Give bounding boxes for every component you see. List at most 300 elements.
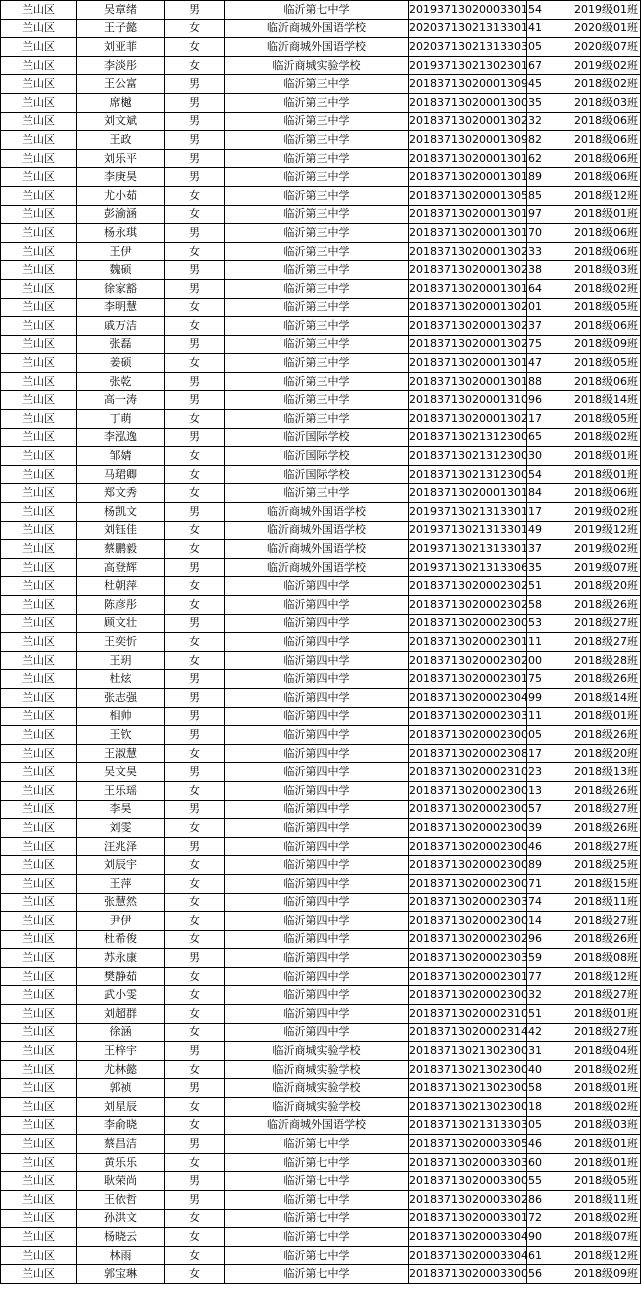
name-cell: 相帅 — [77, 707, 165, 726]
district-cell: 兰山区 — [1, 651, 77, 670]
class-cell: 2018级02班 — [527, 279, 641, 298]
table-row — [1, 168, 641, 187]
table-row — [1, 56, 641, 75]
class-cell: 2019级02班 — [527, 540, 641, 559]
class-cell: 2019级07班 — [527, 558, 641, 577]
table-row — [1, 354, 641, 373]
school-cell: 临沂第三中学 — [225, 242, 409, 261]
gender-cell: 女 — [165, 1246, 225, 1265]
school-cell: 临沂第四中学 — [225, 837, 409, 856]
school-cell: 临沂第四中学 — [225, 726, 409, 745]
name-cell: 杨晓云 — [77, 1228, 165, 1247]
class-cell: 2018级28班 — [527, 651, 641, 670]
table-row — [1, 131, 641, 150]
district-cell: 兰山区 — [1, 503, 77, 522]
gender-cell: 男 — [165, 279, 225, 298]
name-cell: 尤小茹 — [77, 186, 165, 205]
student-id-cell: 201837130200013098‌2 — [409, 131, 527, 150]
name-cell: 杜炫 — [77, 670, 165, 689]
name-cell: 彭渝涵 — [77, 205, 165, 224]
gender-cell: 男 — [165, 428, 225, 447]
name-cell: 刘钰佳 — [77, 521, 165, 540]
school-cell: 临沂第三中学 — [225, 354, 409, 373]
class-cell: 2018级05班 — [527, 410, 641, 429]
school-cell: 临沂商城外国语学校 — [225, 1116, 409, 1135]
table-row — [1, 707, 641, 726]
class-cell: 2018级06班 — [527, 112, 641, 131]
school-cell: 临沂商城实验学校 — [225, 1042, 409, 1061]
gender-cell: 女 — [165, 819, 225, 838]
name-cell: 李庚昊 — [77, 168, 165, 187]
district-cell: 兰山区 — [1, 354, 77, 373]
name-cell: 徐家豁 — [77, 279, 165, 298]
name-cell: 孙洪文 — [77, 1209, 165, 1228]
school-cell: 临沂国际学校 — [225, 447, 409, 466]
name-cell: 王淑慧 — [77, 744, 165, 763]
name-cell: 张慧然 — [77, 893, 165, 912]
district-cell: 兰山区 — [1, 1023, 77, 1042]
name-cell: 吴章绪 — [77, 1, 165, 20]
gender-cell: 男 — [165, 949, 225, 968]
school-cell: 临沂第四中学 — [225, 744, 409, 763]
table-row — [1, 112, 641, 131]
class-cell: 2020级01班 — [527, 19, 641, 38]
district-cell: 兰山区 — [1, 1153, 77, 1172]
school-cell: 临沂第四中学 — [225, 1005, 409, 1024]
class-cell: 2019级12班 — [527, 521, 641, 540]
district-cell: 兰山区 — [1, 540, 77, 559]
school-cell: 临沂第三中学 — [225, 131, 409, 150]
student-id-cell: 201937130213133063‌5 — [409, 558, 527, 577]
table-row — [1, 596, 641, 615]
student-id-cell: 201937130213133014‌9 — [409, 521, 527, 540]
class-cell: 2018级26班 — [527, 781, 641, 800]
table-row — [1, 577, 641, 596]
gender-cell: 男 — [165, 168, 225, 187]
gender-cell: 男 — [165, 688, 225, 707]
district-cell: 兰山区 — [1, 856, 77, 875]
name-cell: 张乾 — [77, 372, 165, 391]
student-id-cell: 201837130200013023‌7 — [409, 317, 527, 336]
student-id-cell: 202037130213133030‌5 — [409, 38, 527, 57]
gender-cell: 男 — [165, 391, 225, 410]
school-cell: 临沂第四中学 — [225, 707, 409, 726]
school-cell: 临沂第三中学 — [225, 317, 409, 336]
gender-cell: 女 — [165, 484, 225, 503]
school-cell: 临沂商城外国语学校 — [225, 19, 409, 38]
school-cell: 临沂第三中学 — [225, 186, 409, 205]
class-cell: 2018级26班 — [527, 670, 641, 689]
table-row — [1, 540, 641, 559]
district-cell: 兰山区 — [1, 949, 77, 968]
table-row — [1, 1005, 641, 1024]
name-cell: 杜朝萍 — [77, 577, 165, 596]
class-cell: 2018级07班 — [527, 1228, 641, 1247]
gender-cell: 女 — [165, 410, 225, 429]
school-cell: 临沂第三中学 — [225, 279, 409, 298]
student-id-cell: 201837130200013027‌5 — [409, 335, 527, 354]
gender-cell: 女 — [165, 781, 225, 800]
district-cell: 兰山区 — [1, 242, 77, 261]
gender-cell: 女 — [165, 1005, 225, 1024]
student-id-cell: 201837130200023031‌1 — [409, 707, 527, 726]
student-id-cell: 201837130213123003‌0 — [409, 447, 527, 466]
table-row — [1, 93, 641, 112]
school-cell: 临沂第三中学 — [225, 168, 409, 187]
name-cell: 邹婧 — [77, 447, 165, 466]
class-cell: 2018级27班 — [527, 912, 641, 931]
class-cell: 2018级06班 — [527, 131, 641, 150]
school-cell: 临沂第四中学 — [225, 930, 409, 949]
school-cell: 临沂第四中学 — [225, 596, 409, 615]
name-cell: 王伊 — [77, 242, 165, 261]
table-row — [1, 912, 641, 931]
school-cell: 临沂第四中学 — [225, 651, 409, 670]
name-cell: 王依哲 — [77, 1191, 165, 1210]
table-row — [1, 19, 641, 38]
table-row — [1, 1098, 641, 1117]
gender-cell: 男 — [165, 707, 225, 726]
gender-cell: 女 — [165, 317, 225, 336]
class-cell: 2018级01班 — [527, 465, 641, 484]
name-cell: 刘文斌 — [77, 112, 165, 131]
school-cell: 临沂第四中学 — [225, 1023, 409, 1042]
class-cell: 2018级06班 — [527, 372, 641, 391]
table-row — [1, 874, 641, 893]
school-cell: 临沂第七中学 — [225, 1209, 409, 1228]
table-row — [1, 38, 641, 57]
district-cell: 兰山区 — [1, 205, 77, 224]
class-cell: 2018级27班 — [527, 633, 641, 652]
district-cell: 兰山区 — [1, 93, 77, 112]
table-row — [1, 558, 641, 577]
school-cell: 临沂商城外国语学校 — [225, 521, 409, 540]
student-id-cell: 201837130200013019‌7 — [409, 205, 527, 224]
table-row — [1, 298, 641, 317]
student-id-cell: 201937130213023016‌7 — [409, 56, 527, 75]
table-body — [1, 1, 641, 1284]
gender-cell: 女 — [165, 930, 225, 949]
gender-cell: 女 — [165, 19, 225, 38]
district-cell: 兰山区 — [1, 1246, 77, 1265]
student-id-cell: 201837130213133030‌5 — [409, 1116, 527, 1135]
class-cell: 2018级12班 — [527, 967, 641, 986]
class-cell: 2018级06班 — [527, 168, 641, 187]
class-cell: 2018级26班 — [527, 596, 641, 615]
student-id-cell: 201837130200013018‌9 — [409, 168, 527, 187]
class-cell: 2018级01班 — [527, 205, 641, 224]
table-row — [1, 1023, 641, 1042]
gender-cell: 女 — [165, 912, 225, 931]
school-cell: 临沂商城外国语学校 — [225, 503, 409, 522]
student-id-cell: 201837130200023020‌0 — [409, 651, 527, 670]
class-cell: 2018级02班 — [527, 428, 641, 447]
school-cell: 临沂国际学校 — [225, 465, 409, 484]
student-id-cell: 201837130200023003‌9 — [409, 819, 527, 838]
gender-cell: 女 — [165, 186, 225, 205]
name-cell: 丁萌 — [77, 410, 165, 429]
student-id-cell: 201837130200033046‌1 — [409, 1246, 527, 1265]
table-row — [1, 800, 641, 819]
table-row — [1, 856, 641, 875]
gender-cell: 男 — [165, 372, 225, 391]
gender-cell: 男 — [165, 614, 225, 633]
district-cell: 兰山区 — [1, 261, 77, 280]
class-cell: 2018级09班 — [527, 1265, 641, 1284]
school-cell: 临沂第三中学 — [225, 224, 409, 243]
gender-cell: 女 — [165, 633, 225, 652]
district-cell: 兰山区 — [1, 168, 77, 187]
student-id-cell: 201837130200013018‌8 — [409, 372, 527, 391]
district-cell: 兰山区 — [1, 38, 77, 57]
school-cell: 临沂第四中学 — [225, 912, 409, 931]
student-id-cell: 201837130200013014‌7 — [409, 354, 527, 373]
gender-cell: 男 — [165, 261, 225, 280]
table-row — [1, 1060, 641, 1079]
class-cell: 2018级06班 — [527, 484, 641, 503]
table-row — [1, 242, 641, 261]
gender-cell: 男 — [165, 1191, 225, 1210]
student-id-cell: 201837130200023017‌5 — [409, 670, 527, 689]
class-cell: 2018级11班 — [527, 893, 641, 912]
gender-cell: 女 — [165, 1023, 225, 1042]
table-row — [1, 726, 641, 745]
school-cell: 临沂第四中学 — [225, 763, 409, 782]
table-row — [1, 1246, 641, 1265]
class-cell: 2018级03班 — [527, 93, 641, 112]
class-cell: 2018级08班 — [527, 949, 641, 968]
name-cell: 李淡彤 — [77, 56, 165, 75]
district-cell: 兰山区 — [1, 577, 77, 596]
student-id-cell: 201837130200023035‌9 — [409, 949, 527, 968]
table-row — [1, 819, 641, 838]
class-cell: 2018级27班 — [527, 614, 641, 633]
school-cell: 临沂第七中学 — [225, 1, 409, 20]
school-cell: 临沂第七中学 — [225, 1135, 409, 1154]
school-cell: 临沂第四中学 — [225, 986, 409, 1005]
table-row — [1, 1228, 641, 1247]
name-cell: 席樾 — [77, 93, 165, 112]
gender-cell: 男 — [165, 75, 225, 94]
name-cell: 王乐瑶 — [77, 781, 165, 800]
gender-cell: 男 — [165, 149, 225, 168]
class-cell: 2018级03班 — [527, 1116, 641, 1135]
gender-cell: 男 — [165, 1, 225, 20]
school-cell: 临沂国际学校 — [225, 428, 409, 447]
school-cell: 临沂第三中学 — [225, 261, 409, 280]
student-id-cell: 201837130200023049‌9 — [409, 688, 527, 707]
school-cell: 临沂第四中学 — [225, 893, 409, 912]
name-cell: 苏永康 — [77, 949, 165, 968]
student-id-cell: 201837130200013023‌2 — [409, 112, 527, 131]
name-cell: 黄乐乐 — [77, 1153, 165, 1172]
student-id-cell: 201937130200033015‌4 — [409, 1, 527, 20]
school-cell: 临沂第三中学 — [225, 484, 409, 503]
student-id-cell: 201837130200033017‌2 — [409, 1209, 527, 1228]
name-cell: 郑文秀 — [77, 484, 165, 503]
student-id-cell: 201837130200033005‌6 — [409, 1265, 527, 1284]
school-cell: 临沂商城外国语学校 — [225, 38, 409, 57]
district-cell: 兰山区 — [1, 112, 77, 131]
table-row — [1, 261, 641, 280]
class-cell: 2018级26班 — [527, 819, 641, 838]
name-cell: 马珺卿 — [77, 465, 165, 484]
student-id-cell: 201837130200013020‌1 — [409, 298, 527, 317]
school-cell: 临沂商城实验学校 — [225, 56, 409, 75]
name-cell: 杨永琪 — [77, 224, 165, 243]
student-id-cell: 201837130213023004‌0 — [409, 1060, 527, 1079]
name-cell: 张志强 — [77, 688, 165, 707]
district-cell: 兰山区 — [1, 986, 77, 1005]
school-cell: 临沂第三中学 — [225, 298, 409, 317]
district-cell: 兰山区 — [1, 131, 77, 150]
class-cell: 2018级09班 — [527, 335, 641, 354]
gender-cell: 女 — [165, 38, 225, 57]
class-cell: 2018级05班 — [527, 1172, 641, 1191]
gender-cell: 女 — [165, 1116, 225, 1135]
table-row — [1, 1209, 641, 1228]
school-cell: 临沂第四中学 — [225, 967, 409, 986]
class-cell: 2018级01班 — [527, 1005, 641, 1024]
student-id-cell: 201837130200023025‌8 — [409, 596, 527, 615]
school-cell: 临沂第七中学 — [225, 1265, 409, 1284]
district-cell: 兰山区 — [1, 688, 77, 707]
table-row — [1, 1265, 641, 1284]
district-cell: 兰山区 — [1, 707, 77, 726]
district-cell: 兰山区 — [1, 912, 77, 931]
table-row — [1, 1191, 641, 1210]
district-cell: 兰山区 — [1, 893, 77, 912]
student-id-cell: 201837130213023005‌8 — [409, 1079, 527, 1098]
name-cell: 汪兆泽 — [77, 837, 165, 856]
name-cell: 王子懿 — [77, 19, 165, 38]
district-cell: 兰山区 — [1, 1209, 77, 1228]
class-cell: 2018级06班 — [527, 242, 641, 261]
table-row — [1, 186, 641, 205]
district-cell: 兰山区 — [1, 837, 77, 856]
class-cell: 2018级03班 — [527, 261, 641, 280]
student-id-cell: 201837130200033036‌0 — [409, 1153, 527, 1172]
table-row — [1, 372, 641, 391]
table-row — [1, 1079, 641, 1098]
name-cell: 耿荣尚 — [77, 1172, 165, 1191]
table-row — [1, 149, 641, 168]
name-cell: 姜硕 — [77, 354, 165, 373]
student-id-cell: 201837130200023001‌3 — [409, 781, 527, 800]
district-cell: 兰山区 — [1, 56, 77, 75]
table-row — [1, 465, 641, 484]
school-cell: 临沂第四中学 — [225, 633, 409, 652]
student-id-cell: 201837130213123006‌5 — [409, 428, 527, 447]
name-cell: 杨凯文 — [77, 503, 165, 522]
table-row — [1, 781, 641, 800]
gender-cell: 女 — [165, 56, 225, 75]
student-id-cell: 201837130200023025‌1 — [409, 577, 527, 596]
gender-cell: 女 — [165, 651, 225, 670]
district-cell: 兰山区 — [1, 1098, 77, 1117]
class-cell: 2018级25班 — [527, 856, 641, 875]
school-cell: 临沂第四中学 — [225, 856, 409, 875]
district-cell: 兰山区 — [1, 1005, 77, 1024]
district-cell: 兰山区 — [1, 596, 77, 615]
name-cell: 蔡昌洁 — [77, 1135, 165, 1154]
table-row — [1, 1042, 641, 1061]
student-id-cell: 201837130200013058‌5 — [409, 186, 527, 205]
gender-cell: 女 — [165, 1265, 225, 1284]
student-id-cell: 201837130200023008‌9 — [409, 856, 527, 875]
gender-cell: 男 — [165, 224, 225, 243]
name-cell: 王梓宇 — [77, 1042, 165, 1061]
student-id-cell: 201837130213023001‌8 — [409, 1098, 527, 1117]
student-id-cell: 201837130200023105‌1 — [409, 1005, 527, 1024]
name-cell: 林雨 — [77, 1246, 165, 1265]
gender-cell: 男 — [165, 112, 225, 131]
table-row — [1, 503, 641, 522]
student-id-cell: 201837130200013016‌4 — [409, 279, 527, 298]
class-cell: 2018级06班 — [527, 224, 641, 243]
school-cell: 临沂第四中学 — [225, 614, 409, 633]
class-cell: 2019级02班 — [527, 56, 641, 75]
name-cell: 刘星辰 — [77, 1098, 165, 1117]
name-cell: 李泓逸 — [77, 428, 165, 447]
school-cell: 临沂第七中学 — [225, 1153, 409, 1172]
class-cell: 2018级01班 — [527, 447, 641, 466]
district-cell: 兰山区 — [1, 484, 77, 503]
district-cell: 兰山区 — [1, 75, 77, 94]
gender-cell: 女 — [165, 1153, 225, 1172]
class-cell: 2018级05班 — [527, 354, 641, 373]
name-cell: 郭祯 — [77, 1079, 165, 1098]
gender-cell: 女 — [165, 893, 225, 912]
district-cell: 兰山区 — [1, 335, 77, 354]
district-cell: 兰山区 — [1, 1116, 77, 1135]
district-cell: 兰山区 — [1, 763, 77, 782]
gender-cell: 女 — [165, 465, 225, 484]
table-row — [1, 670, 641, 689]
student-id-cell: 201837130200013003‌5 — [409, 93, 527, 112]
school-cell: 临沂第三中学 — [225, 335, 409, 354]
class-cell: 2018级01班 — [527, 1135, 641, 1154]
district-cell: 兰山区 — [1, 800, 77, 819]
district-cell: 兰山区 — [1, 1060, 77, 1079]
name-cell: 王萍 — [77, 874, 165, 893]
district-cell: 兰山区 — [1, 633, 77, 652]
gender-cell: 女 — [165, 1098, 225, 1117]
district-cell: 兰山区 — [1, 465, 77, 484]
school-cell: 临沂第三中学 — [225, 205, 409, 224]
student-id-cell: 201937130213133013‌7 — [409, 540, 527, 559]
class-cell: 2018级13班 — [527, 763, 641, 782]
student-id-cell: 201837130200013109‌6 — [409, 391, 527, 410]
class-cell: 2018级26班 — [527, 930, 641, 949]
table-row — [1, 1172, 641, 1191]
gender-cell: 女 — [165, 242, 225, 261]
table-row — [1, 837, 641, 856]
gender-cell: 男 — [165, 837, 225, 856]
school-cell: 临沂第三中学 — [225, 391, 409, 410]
district-cell: 兰山区 — [1, 1228, 77, 1247]
district-cell: 兰山区 — [1, 874, 77, 893]
name-cell: 高一涛 — [77, 391, 165, 410]
class-cell: 2018级26班 — [527, 726, 641, 745]
student-id-cell: 201837130200023005‌3 — [409, 614, 527, 633]
gender-cell: 女 — [165, 205, 225, 224]
name-cell: 徐涵 — [77, 1023, 165, 1042]
gender-cell: 男 — [165, 131, 225, 150]
name-cell: 刘乐平 — [77, 149, 165, 168]
class-cell: 2018级27班 — [527, 986, 641, 1005]
class-cell: 2018级27班 — [527, 1023, 641, 1042]
